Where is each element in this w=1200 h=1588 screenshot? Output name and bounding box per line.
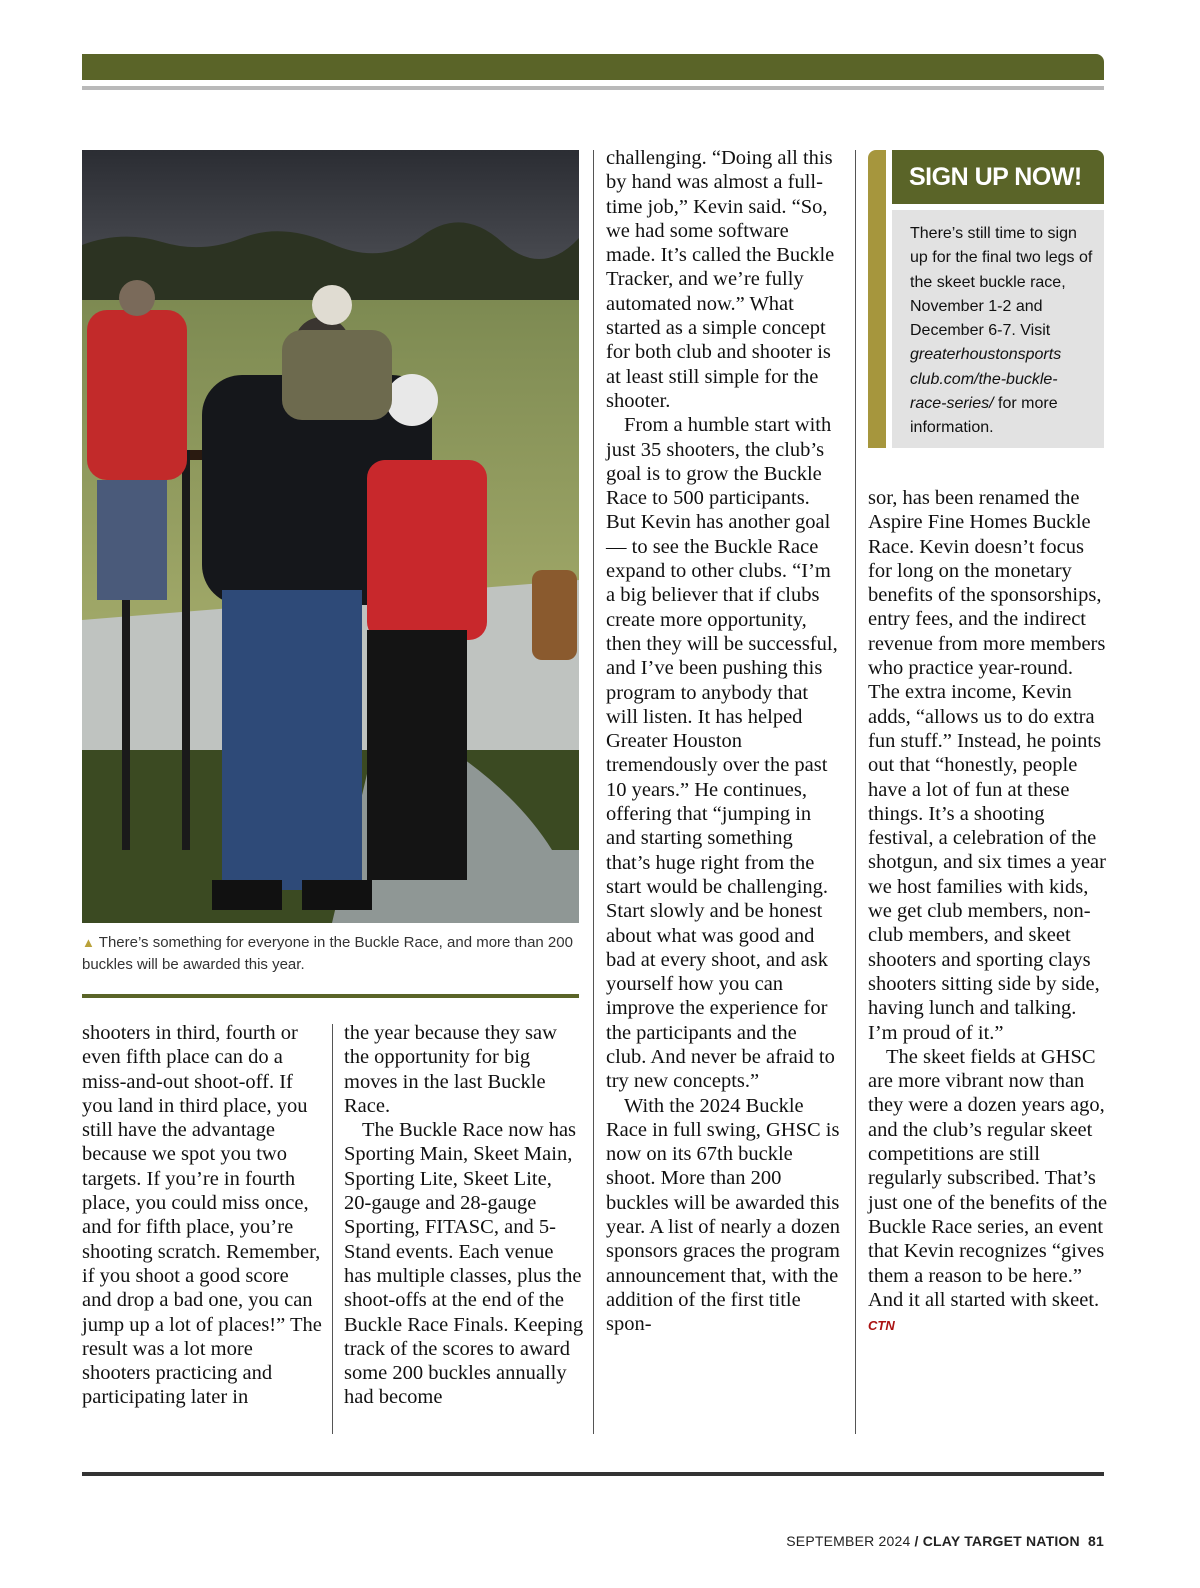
column-divider — [593, 150, 594, 1434]
buckle-race-photo — [82, 150, 579, 923]
paragraph: the year because they saw the opportunity for big moves in the last Buckle Race. — [344, 1022, 557, 1117]
article-column-1 — [82, 1021, 322, 1410]
header-rule — [82, 86, 1104, 90]
header-bar — [82, 54, 1104, 80]
article-column-4 — [868, 486, 1108, 1338]
sidebar-text-end: for more information. — [910, 395, 1058, 437]
sidebar-text: There’s still time to sign up for the final two legs of the skeet buckle race, November 1-2 and December 6-7. Visit — [910, 225, 1093, 340]
footer-separator: / — [914, 1533, 919, 1549]
sidebar-accent — [868, 150, 886, 448]
paragraph: challenging. “Doing all this by hand was almost a full-time job,” Kevin said. “So, we had some software made. It’s called the Buckle Tracker, and we’re fully automated now.” What started as a simple concept for both club and shooter is at least still simple for the shooter. — [606, 147, 835, 412]
paragraph — [868, 1045, 1108, 1339]
sidebar-title: SIGN UP NOW! — [892, 150, 1104, 204]
paragraph: shooters in third, fourth or even fifth place can do a miss-and-out shoot-off. If you land in third place, you still have the advantage because we spot you two targets. If you’re in fourth place, you could miss once, and for fifth place, you’re shooting scratch. Remember, if you shoot a good score and drop a bad one, you can jump up a lot of places!” The result was a lot more shooters practicing and participating later in — [82, 1022, 322, 1409]
column-divider — [332, 1024, 333, 1434]
page-number: 81 — [1088, 1533, 1104, 1549]
caption-rule — [82, 994, 579, 998]
ctn-end-mark: CTN — [868, 1318, 895, 1334]
article-column-3 — [606, 146, 840, 1337]
footer-rule — [82, 1472, 1104, 1476]
photo-caption — [82, 932, 582, 976]
footer-issue: SEPTEMBER 2024 — [786, 1533, 911, 1549]
paragraph: From a humble start with just 35 shooters, the club’s goal is to grow the Buckle Race to 500 participants. But Kevin has another goal — to see the Buckle Race expand to other clubs. “I’m a big believer that if clubs create more opportunity, then they will be successful, and I’ve been pushing this program to anybody that will listen. It has helped Greater Houston tremendously over the past 10 years.” He continues, offering that “jumping in and starting something that’s huge right from the start would be challenging. Start slowly and be honest about what was good and bad at every shoot, and ask yourself how you can improve the experience for the participants and the club. And never be afraid to try new concepts.” — [606, 414, 838, 1093]
caption-triangle-icon: ▲ — [82, 935, 95, 950]
caption-text: There’s something for everyone in the Buckle Race, and more than 200 buckles will be awarded this year. — [82, 934, 573, 973]
footer-magazine: CLAY TARGET NATION — [922, 1533, 1080, 1549]
sign-up-sidebar — [868, 150, 1104, 448]
sidebar-body — [892, 210, 1104, 448]
column-divider — [855, 150, 856, 1434]
paragraph: With the 2024 Buckle Race in full swing, GHSC is now on its 67th buckle shoot. More than 200 buckles will be awarded this year. A list of nearly a dozen sponsors graces the program announcement that, with the addition of the first title spon- — [606, 1094, 840, 1336]
article-column-2 — [344, 1021, 584, 1410]
paragraph-text: The skeet fields at GHSC are more vibrant now than they were a dozen years ago, and the club’s regular skeet competitions are still regularly subscribed. That’s just one of the benefits of the Buckle Race series, an event that Kevin recognizes “gives them a reason to be here.” And it all started with skeet. — [868, 1045, 1108, 1311]
page-footer — [786, 1533, 1104, 1549]
paragraph: The Buckle Race now has Sporting Main, Skeet Main, Sporting Lite, Skeet Lite, 20-gauge and 28-gauge Sporting, FITASC, and 5-Stand events. Each venue has multiple classes, plus the shoot-offs at the end of the Buckle Race Finals. Keeping track of the scores to award some 200 buckles annually had become — [344, 1119, 584, 1409]
paragraph: sor, has been renamed the Aspire Fine Homes Buckle Race. Kevin doesn’t focus for long on the monetary benefits of the sponsorships, entry fees, and the indirect revenue from more members who practice year-round. The extra income, Kevin adds, “allows us to do extra fun stuff.” Instead, he points out that “honestly, people have a lot of fun at these things. It’s a shooting festival, a celebration of the shotgun, and six times a year we host families with kids, we get club members, non-club members, and skeet shooters and sporting clays shooters sitting side by side, having lunch and talking. I’m proud of it.” — [868, 487, 1106, 1044]
sidebar-link[interactable]: greaterhoustonsports club.com/the-buckle-race-series/ — [910, 346, 1062, 413]
